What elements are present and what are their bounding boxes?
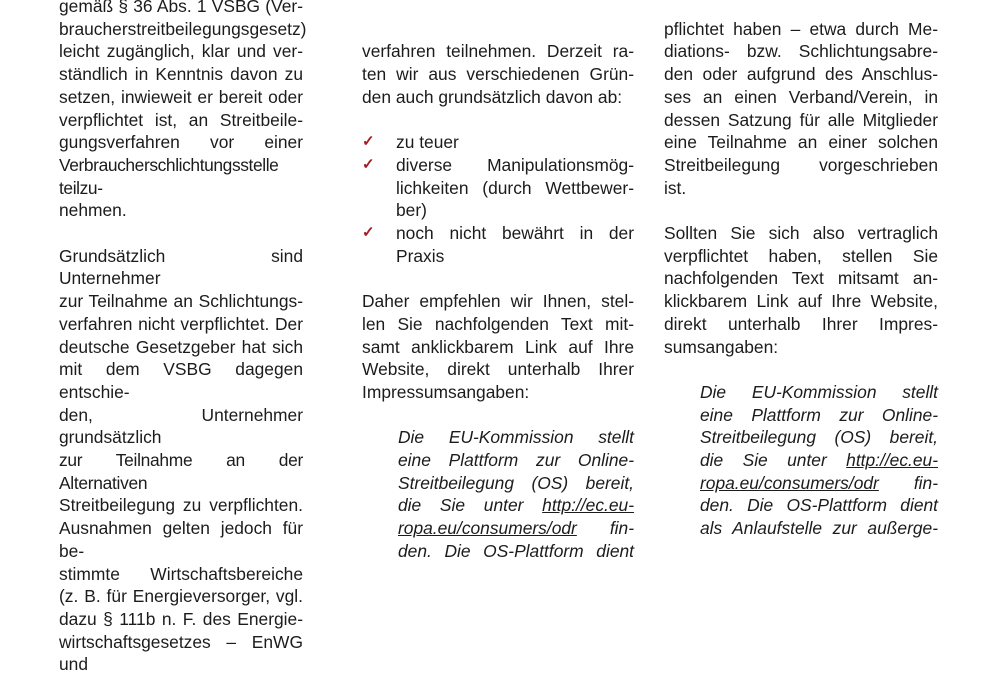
text-line: Grundsätzlich sind Unternehmer <box>59 245 303 289</box>
check-icon: ✓ <box>362 224 375 242</box>
column-1 <box>59 0 307 699</box>
odr-link[interactable]: http://ec.eu- <box>542 495 634 516</box>
text-fragment: die Sie unter <box>398 495 543 516</box>
text-line: Ausnahmen gelten jedoch für be- <box>59 518 303 561</box>
text-line: verfahren teilnehmen. Derzeit ra- <box>362 41 634 62</box>
text-fragment: fin- <box>576 518 634 539</box>
text-line: Impressumsangaben: <box>362 381 530 402</box>
list-item <box>362 131 634 154</box>
text-line: eine Plattform zur Online- <box>700 404 938 425</box>
text-line: Website, direkt unterhalb Ihrer <box>362 359 634 380</box>
text-line: Daher empfehlen wir Ihnen, stel- <box>362 291 634 312</box>
text-line: Streitbeilegung zu verpflichten. <box>59 495 303 516</box>
paragraph-vsbg-obligation <box>59 0 307 222</box>
odr-link-continued[interactable]: ropa.eu/consumers/odr <box>398 518 577 539</box>
text-line: diations- bzw. Schlichtungsabre- <box>664 41 938 62</box>
text-line: eine Teilnahme an einer solchen <box>664 132 938 153</box>
text-line: wirtschaftsgesetzes – EnWG und <box>59 631 303 675</box>
list-item <box>362 222 634 267</box>
list-item-text: noch nicht bewährt in der <box>396 223 634 244</box>
list-item-text: lichkeiten (durch Wettbewer- <box>396 177 634 198</box>
text-line: deutsche Gesetzgeber hat sich <box>59 336 303 357</box>
text-line: den oder aufgrund des Anschlus- <box>664 64 938 85</box>
text-line <box>700 449 938 472</box>
text-line: verfahren nicht verpflichtet. Der <box>59 313 303 334</box>
text-line: Die EU-Kommission stellt <box>700 381 938 402</box>
check-icon: ✓ <box>362 133 375 151</box>
paragraph-derzeit <box>362 0 634 109</box>
text-line: ten wir aus verschiedenen Grün- <box>362 64 634 85</box>
text-line: ses an einen Verband/Verein, in <box>664 86 938 107</box>
text-line: den auch grundsätzlich davon ab: <box>362 86 623 107</box>
text-line: ständlich in Kenntnis davon zu <box>59 64 303 85</box>
text-line: stimmte Wirtschaftsbereiche <box>59 563 303 584</box>
list-item-text: Praxis <box>396 245 445 266</box>
text-line: eine Plattform zur Online- <box>398 450 634 471</box>
text-line: als Anlaufstelle zur außerge- <box>700 518 938 539</box>
text-line: len Sie nachfolgenden Text mit- <box>362 313 634 334</box>
paragraph-vertraglich <box>664 0 938 199</box>
text-line: Streitbeilegung (OS) bereit, <box>700 427 938 448</box>
text-fragment: die Sie unter <box>700 450 847 471</box>
text-line: Streitbeilegung (OS) bereit, <box>398 472 634 493</box>
text-line: sumsangaben: <box>664 336 779 357</box>
list-item <box>362 154 634 222</box>
text-line: den. Die OS-Plattform dient <box>398 540 634 561</box>
text-line: ist. <box>664 177 687 198</box>
text-line: zur Teilnahme an Schlichtungs- <box>59 291 303 312</box>
text-fragment: fin- <box>878 472 938 493</box>
odr-notice-quote <box>664 381 938 540</box>
text-line: setzen, inwieweit er bereit oder <box>59 86 303 107</box>
text-line: direkt unterhalb Ihrer Impres- <box>664 313 938 334</box>
text-line: (z. B. für Energieversorger, vgl. <box>59 586 303 607</box>
list-item-text: diverse Manipulationsmög- <box>396 154 634 175</box>
text-line: verpflichtet ist, an Streitbeile- <box>59 109 303 130</box>
text-line: mit dem VSBG dagegen entschie- <box>59 359 303 402</box>
text-line: leicht zugänglich, klar und ver- <box>59 41 303 62</box>
list-item-text: zu teuer <box>396 132 459 153</box>
text-line: braucherstreitbeilegungsgesetz) <box>59 18 307 39</box>
paragraph-empfehlung <box>362 290 634 404</box>
paragraph-grundsaetzlich <box>59 245 303 676</box>
list-item-text: ber) <box>396 200 427 221</box>
text-line: gemäß § 36 Abs. 1 VSBG (Ver- <box>59 0 303 16</box>
text-line: den. Die OS-Plattform dient <box>700 495 938 516</box>
text-line <box>398 494 634 517</box>
text-line <box>700 472 938 495</box>
text-line: verpflichtet haben, stellen Sie <box>664 245 938 266</box>
text-line: den, Unternehmer grundsätzlich <box>59 404 303 448</box>
text-line: gungsverfahren vor einer <box>59 132 303 153</box>
odr-link[interactable]: http://ec.eu- <box>846 450 938 471</box>
text-line <box>398 517 634 540</box>
text-line: zur Teilnahme an der Alternativen <box>59 450 303 493</box>
odr-notice-quote <box>362 426 634 562</box>
text-line: dazu § 111b n. F. des Energie- <box>59 608 303 629</box>
text-line: pflichtet haben – etwa durch Me- <box>664 18 938 39</box>
text-line: Verbraucherschlichtungsstelle teilzu- <box>59 154 279 198</box>
text-line: nachfolgenden Text mitsamt an- <box>664 268 938 289</box>
text-line: Sollten Sie sich also vertraglich <box>664 223 938 244</box>
text-line: Streitbeilegung vorgeschrieben <box>664 154 938 175</box>
text-line: samt anklickbarem Link auf Ihre <box>362 336 634 357</box>
column-3 <box>664 0 938 563</box>
paragraph-sollten <box>664 222 938 358</box>
text-line: klickbarem Link auf Ihre Website, <box>664 291 938 312</box>
text-line: Die EU-Kommission stellt <box>398 427 634 448</box>
odr-link-continued[interactable]: ropa.eu/consumers/odr <box>700 472 879 493</box>
text-line: dessen Satzung für alle Mitglieder <box>664 109 938 130</box>
check-icon: ✓ <box>362 155 375 173</box>
reasons-list <box>362 131 634 267</box>
column-2 <box>362 0 634 585</box>
text-line: nehmen. <box>59 200 127 221</box>
